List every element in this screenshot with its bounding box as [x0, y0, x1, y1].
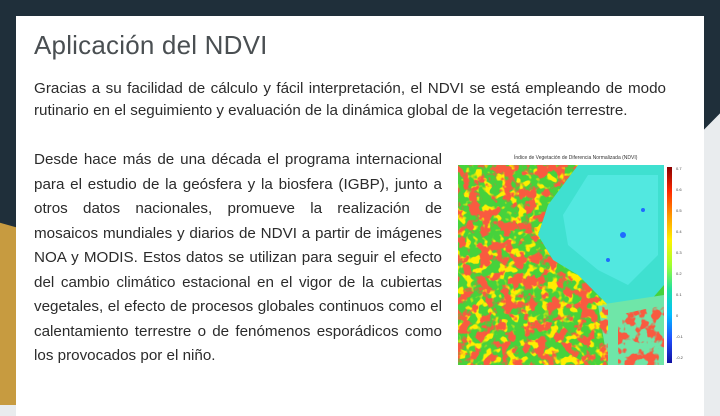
map-title: Índice de Vegetación de Diferencia Normalizada (NDVI) — [514, 155, 638, 161]
colorbar-ticks — [676, 167, 690, 363]
colorbar-tick: 0 — [676, 313, 679, 318]
colorbar-tick: -0.2 — [676, 355, 683, 360]
colorbar-tick: 0.2 — [676, 271, 682, 276]
intro-paragraph: Gracias a su facilidad de cálculo y fácil interpretación, el NDVI se está empleando de modo rutinario en el seguimiento y evaluación de la dinámica global de la vegetación terrestre. — [34, 80, 666, 119]
colorbar-tick: 0.1 — [676, 292, 682, 297]
ndvi-map-figure — [454, 153, 688, 368]
slide-card — [16, 16, 704, 416]
colorbar-tick: 0.5 — [676, 208, 682, 213]
colorbar-tick: 0.3 — [676, 250, 682, 255]
body-paragraph: Desde hace más de una década el programa internacional para el estudio de la geósfera y la biosfera (IGBP), junto a otros datos nacionales, promueve la realización de mosaicos mundiales y diarios de NDVI a partir de imágenes NOA y MODIS. Estos datos se utilizan para seguir el efecto del cambio climático estacional en el vigor de la cubiertas vegetales, el efecto de procesos globales continuos como el calentamiento terrestre o de fenómenos esporádicos como los provocados por el niño. — [34, 151, 442, 364]
colorbar-tick: -0.1 — [676, 334, 683, 339]
colorbar-tick: 0.7 — [676, 166, 682, 171]
colorbar-tick: 0.4 — [676, 229, 682, 234]
colorbar-tick: 0.6 — [676, 187, 682, 192]
map-colorbar — [667, 167, 672, 363]
ndvi-map-image — [458, 165, 664, 365]
slide-title: Aplicación del NDVI — [34, 30, 268, 60]
